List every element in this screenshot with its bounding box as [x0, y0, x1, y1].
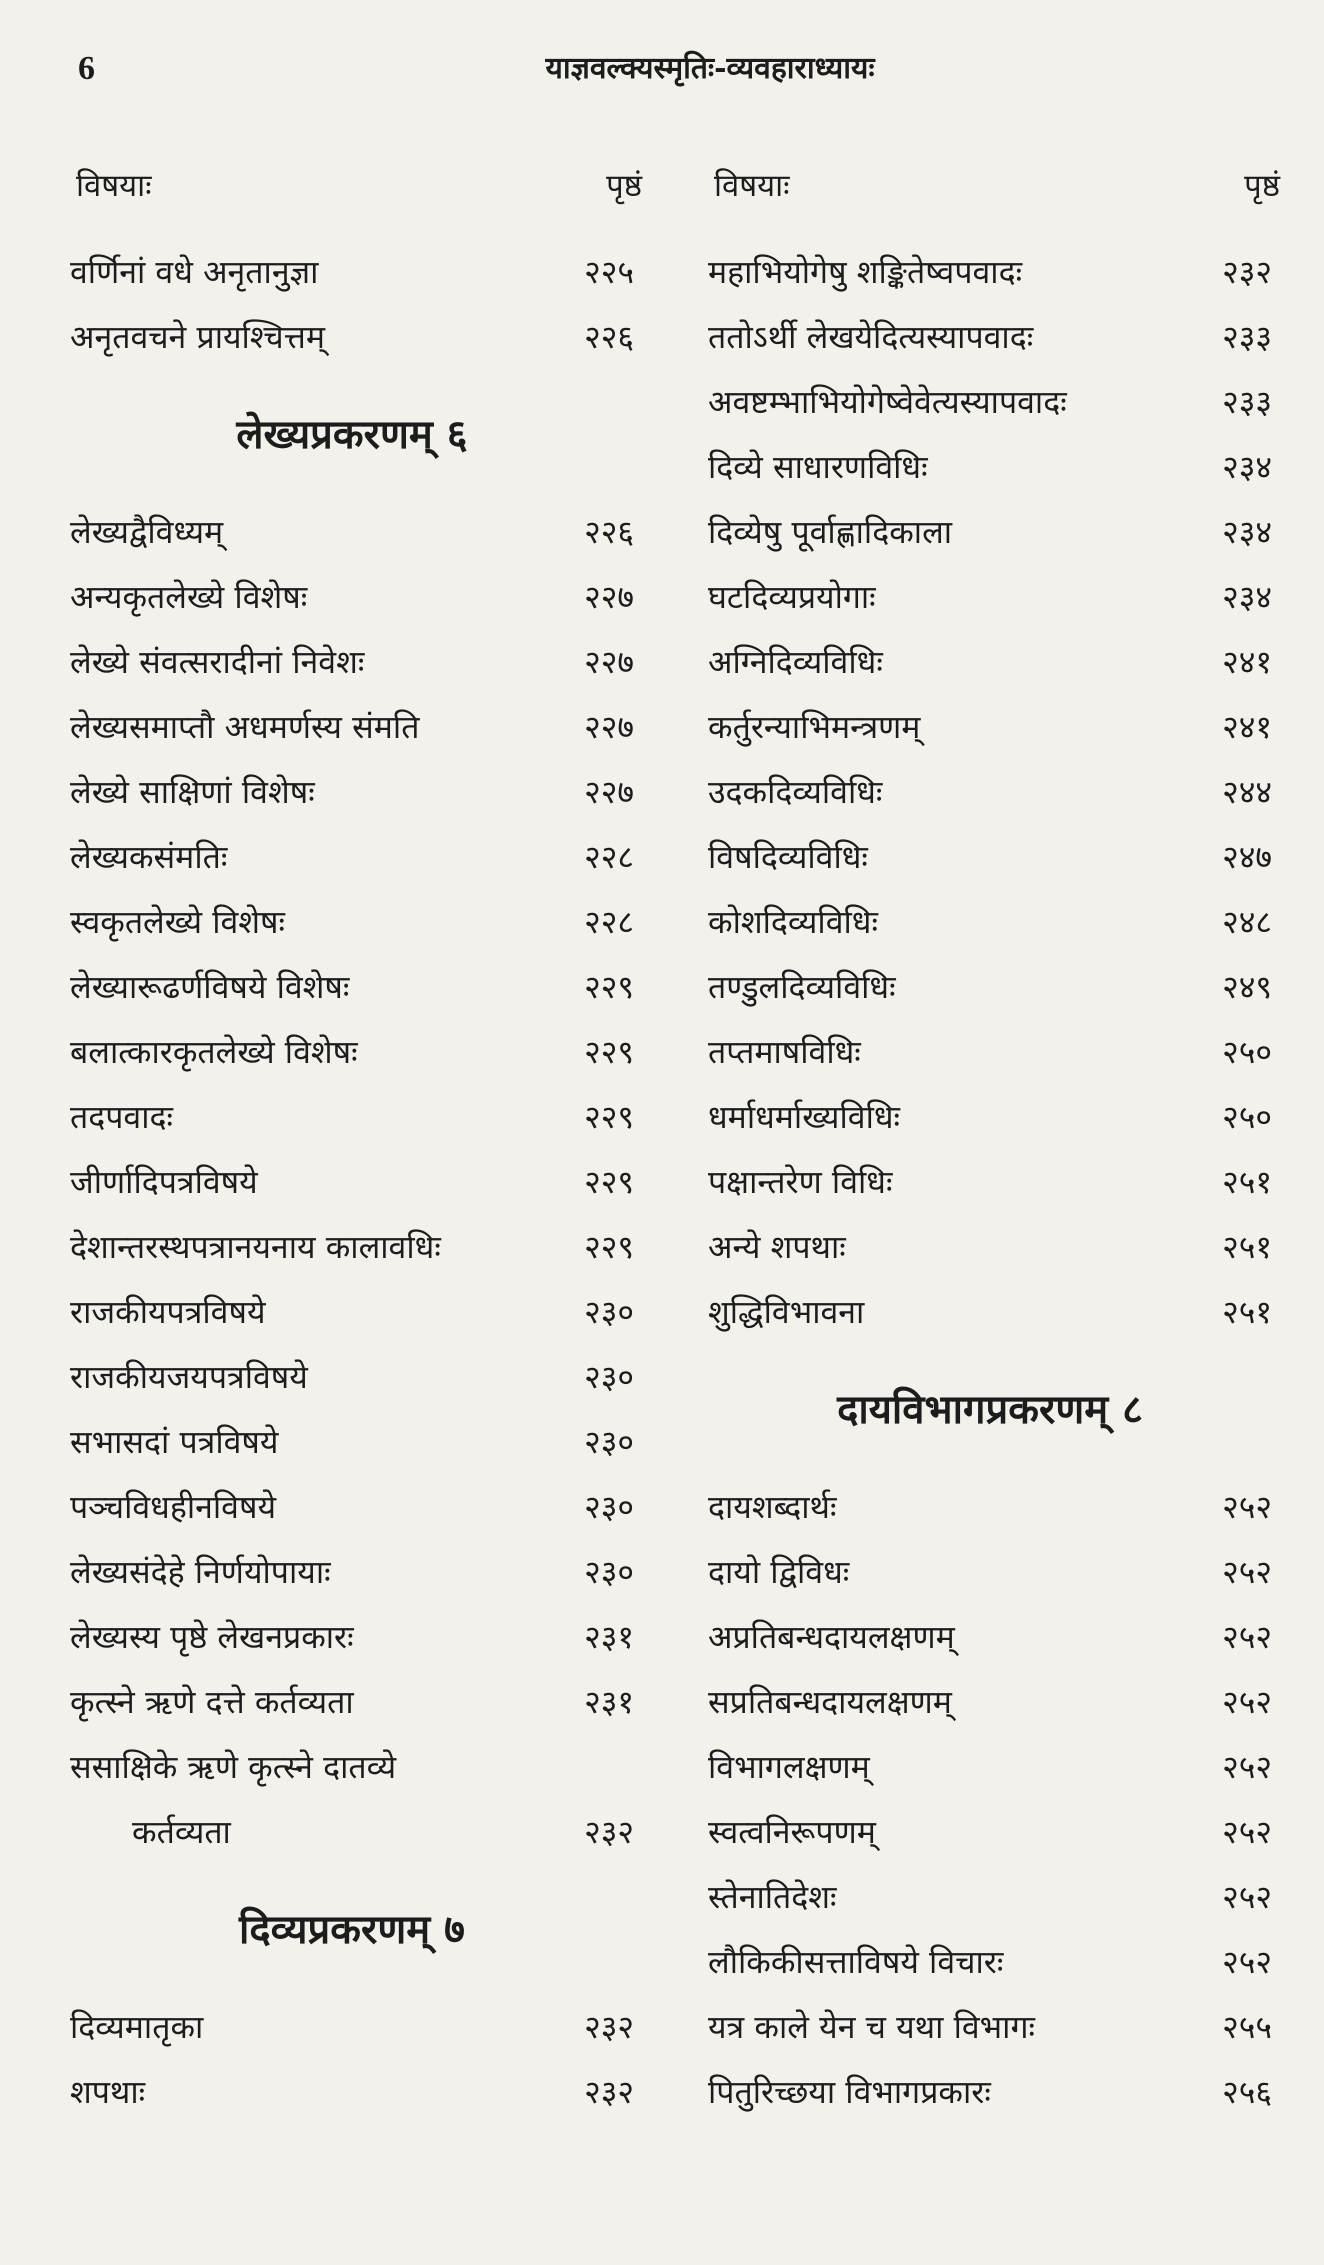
toc-entry [700, 1540, 1280, 1605]
toc-entry [700, 695, 1280, 760]
entry-title: ततोऽर्थी लेखयेदित्यस्यापवादः [708, 318, 1034, 356]
entry-title: लेख्यद्वैविध्यम् [70, 513, 224, 551]
toc-entry [700, 1930, 1280, 1995]
entry-title: शुद्धिविभावना [708, 1293, 865, 1331]
entry-title: स्वकृतलेख्ये विशेषः [70, 903, 286, 941]
entry-title: लेख्यकसंमतिः [70, 838, 228, 876]
entry-title: स्वत्वनिरूपणम् [708, 1813, 876, 1851]
entry-title: दिव्यमातृका [70, 2008, 204, 2046]
entry-page: २५१ [1222, 1228, 1272, 1266]
entry-title: स्तेनातिदेशः [708, 1878, 837, 1916]
entry-page: २३० [584, 1358, 634, 1396]
entry-page: २५२ [1222, 1748, 1272, 1786]
entry-page: २५० [1222, 1098, 1272, 1136]
entry-page: २३० [584, 1553, 634, 1591]
left-column [62, 150, 642, 2125]
entry-page: २३४ [1222, 513, 1272, 551]
entry-page: २३२ [1222, 253, 1272, 291]
toc-entry [700, 760, 1280, 825]
toc-entry [700, 1020, 1280, 1085]
entry-page: २३३ [1222, 383, 1272, 421]
left-column-header [62, 150, 642, 240]
toc-entry [62, 305, 642, 370]
entry-page: २५२ [1222, 1813, 1272, 1851]
toc-entry [700, 1865, 1280, 1930]
entry-page: २५२ [1222, 1878, 1272, 1916]
toc-entry [62, 1215, 642, 1280]
entry-title: विषदिव्यविधिः [708, 838, 868, 876]
entry-title: लेख्यसंदेहे निर्णयोपायाः [70, 1553, 331, 1591]
entry-page: २५५ [1222, 2008, 1272, 2046]
entry-title: यत्र काले येन च यथा विभागः [708, 2008, 1035, 2046]
toc-entry [62, 1410, 642, 1475]
entry-page: २५० [1222, 1033, 1272, 1071]
toc-entry [62, 760, 642, 825]
toc-entry [700, 305, 1280, 370]
entry-page: २२६ [584, 318, 634, 356]
entry-title: अन्ये शपथाः [708, 1228, 846, 1266]
entry-page: २२८ [584, 838, 634, 876]
entry-page: २५२ [1222, 1618, 1272, 1656]
entry-title: लेख्यारूढर्णविषये विशेषः [70, 968, 350, 1006]
entry-page: २२९ [584, 968, 634, 1006]
left-group-3 [62, 1995, 642, 2125]
entry-page: २२९ [584, 1163, 634, 1201]
toc-entry [62, 565, 642, 630]
entry-title: अन्यकृतलेख्ये विशेषः [70, 578, 308, 616]
toc-entry [62, 825, 642, 890]
toc-entry [700, 1800, 1280, 1865]
toc-entry [62, 1670, 642, 1735]
entry-page: २३४ [1222, 578, 1272, 616]
entry-title: बलात्कारकृतलेख्ये विशेषः [70, 1033, 358, 1071]
entry-title: पितुरिच्छया विभागप्रकारः [708, 2073, 991, 2111]
toc-entry [700, 1995, 1280, 2060]
entry-title: पञ्चविधहीनविषये [70, 1488, 277, 1526]
entry-title: अनृतवचने प्रायश्चित्तम् [70, 318, 326, 356]
entry-title: सप्रतिबन्धदायलक्षणम् [708, 1683, 952, 1721]
page-heading: पृष्ठं [606, 168, 642, 204]
entry-page: २२७ [584, 708, 634, 746]
entry-title: कृत्स्ने ऋणे दत्ते कर्तव्यता [70, 1683, 354, 1721]
entry-title: कर्तुरन्याभिमन्त्रणम् [708, 708, 921, 746]
entry-page: २५२ [1222, 1488, 1272, 1526]
entry-title: कोशदिव्यविधिः [708, 903, 878, 941]
toc-entry [700, 955, 1280, 1020]
entry-page: २२९ [584, 1098, 634, 1136]
toc-entry [62, 1605, 642, 1670]
entry-page: २२७ [584, 578, 634, 616]
entry-page: २२७ [584, 773, 634, 811]
entry-title: पक्षान्तरेण विधिः [708, 1163, 893, 1201]
entry-page: २३१ [584, 1683, 634, 1721]
entry-title: विभागलक्षणम् [708, 1748, 870, 1786]
left-group-1 [62, 240, 642, 370]
toc-entry [62, 1085, 642, 1150]
toc-entry [62, 955, 642, 1020]
toc-entry [62, 695, 642, 760]
entry-page: २२९ [584, 1228, 634, 1266]
entry-page: २४४ [1222, 773, 1272, 811]
entry-title: तप्तमाषविधिः [708, 1033, 861, 1071]
left-group-2 [62, 500, 642, 1865]
entry-page: २४८ [1222, 903, 1272, 941]
entry-title: लेख्ये साक्षिणां विशेषः [70, 773, 315, 811]
entry-title-line1: ससाक्षिके ऋणे कृत्स्ने दातव्ये [70, 1748, 397, 1786]
entry-page: २५२ [1222, 1943, 1272, 1981]
toc-entry-multiline [62, 1735, 642, 1800]
toc-entry [700, 1085, 1280, 1150]
toc-entry [62, 1150, 642, 1215]
entry-title: दिव्ये साधारणविधिः [708, 448, 928, 486]
toc-entry [700, 1475, 1280, 1540]
entry-page: २३० [584, 1293, 634, 1331]
entry-title: तण्डुलदिव्यविधिः [708, 968, 896, 1006]
toc-entry [62, 1540, 642, 1605]
entry-page: २४१ [1222, 708, 1272, 746]
entry-page: २२७ [584, 643, 634, 681]
toc-entry [700, 1215, 1280, 1280]
entry-page: २३२ [584, 1813, 634, 1851]
toc-entry [700, 1735, 1280, 1800]
entry-page: २३२ [584, 2008, 634, 2046]
toc-entry [62, 1345, 642, 1410]
entry-title: दिव्येषु पूर्वाह्णादिकाला [708, 513, 953, 551]
toc-entry [62, 240, 642, 305]
section-heading-6: लेख्यप्रकरणम् ६ [236, 412, 468, 458]
toc-entry [700, 630, 1280, 695]
toc-entry [62, 1020, 642, 1085]
toc-entry [62, 1280, 642, 1345]
entry-page: २४९ [1222, 968, 1272, 1006]
page-number: 6 [78, 50, 95, 87]
entry-title: वर्णिनां वधे अनृतानुज्ञा [70, 253, 319, 291]
right-column [700, 150, 1280, 2125]
toc-entry [700, 435, 1280, 500]
section-heading-7: दिव्यप्रकरणम् ७ [239, 1907, 465, 1953]
entry-title: तदपवादः [70, 1098, 173, 1136]
entry-page: २२५ [584, 253, 634, 291]
entry-page: २५२ [1222, 1683, 1272, 1721]
entry-title: महाभियोगेषु शङ्कितेष्वपवादः [708, 253, 1023, 291]
entry-title: घटदिव्यप्रयोगाः [708, 578, 876, 616]
toc-entry-continued [62, 1800, 642, 1865]
entry-title-line2: कर्तव्यता [132, 1813, 231, 1851]
running-title: याज्ञवल्क्यस्मृतिः-व्यवहाराध्यायः [545, 51, 875, 86]
entry-page: २५१ [1222, 1293, 1272, 1331]
entry-title: लेख्यसमाप्तौ अधमर्णस्य संमति [70, 708, 420, 746]
entry-title: लेख्ये संवत्सरादीनां निवेशः [70, 643, 365, 681]
entry-page: २२९ [584, 1033, 634, 1071]
entry-page: २५६ [1222, 2073, 1272, 2111]
subject-heading: विषयाः [714, 168, 790, 204]
entry-title: जीर्णादिपत्रविषये [70, 1163, 258, 1201]
entry-title: लौकिकीसत्ताविषये विचारः [708, 1943, 1004, 1981]
toc-entry [700, 500, 1280, 565]
toc-entry [700, 1280, 1280, 1345]
toc-entry [700, 1150, 1280, 1215]
entry-page: २३० [584, 1488, 634, 1526]
toc-entry [700, 370, 1280, 435]
entry-page: २३० [584, 1423, 634, 1461]
entry-page: २३२ [584, 2073, 634, 2111]
entry-title: देशान्तरस्थपत्रानयनाय कालावधिः [70, 1228, 441, 1266]
entry-page: २३१ [584, 1618, 634, 1656]
entry-title: धर्माधर्माख्यविधिः [708, 1098, 901, 1136]
entry-title: राजकीयजयपत्रविषये [70, 1358, 308, 1396]
entry-title: लेख्यस्य पृष्ठे लेखनप्रकारः [70, 1618, 354, 1656]
toc-entry [62, 890, 642, 955]
toc-entry [62, 500, 642, 565]
entry-page: २२८ [584, 903, 634, 941]
entry-title: अवष्टम्भाभियोगेष्वेवेत्यस्यापवादः [708, 383, 1067, 421]
toc-entry [700, 2060, 1280, 2125]
toc-entry [62, 630, 642, 695]
entry-page: २५१ [1222, 1163, 1272, 1201]
entry-page: २३३ [1222, 318, 1272, 356]
entry-title: दायो द्विविधः [708, 1553, 850, 1591]
toc-entry [700, 1605, 1280, 1670]
entry-page: २३४ [1222, 448, 1272, 486]
toc-entry [700, 240, 1280, 305]
right-column-header [700, 150, 1280, 240]
page-heading: पृष्ठं [1244, 168, 1280, 204]
entry-page: २५२ [1222, 1553, 1272, 1591]
section-heading-8: दायविभागप्रकरणम् ८ [837, 1387, 1143, 1433]
toc-entry [700, 890, 1280, 955]
entry-page: २४१ [1222, 643, 1272, 681]
right-group-2 [700, 1475, 1280, 2125]
subject-heading: विषयाः [76, 168, 152, 204]
toc-entry [62, 1475, 642, 1540]
entry-title: दायशब्दार्थः [708, 1488, 837, 1526]
entry-title: शपथाः [70, 2073, 146, 2111]
toc-entry [700, 1670, 1280, 1735]
entry-title: अप्रतिबन्धदायलक्षणम् [708, 1618, 955, 1656]
toc-entry [700, 825, 1280, 890]
entry-page: २४७ [1222, 838, 1272, 876]
right-group-1 [700, 240, 1280, 1345]
entry-title: उदकदिव्यविधिः [708, 773, 883, 811]
entry-title: सभासदां पत्रविषये [70, 1423, 279, 1461]
toc-entry [62, 1995, 642, 2060]
toc-entry [700, 565, 1280, 630]
entry-title: राजकीयपत्रविषये [70, 1293, 266, 1331]
entry-page: २२६ [584, 513, 634, 551]
entry-title: अग्निदिव्यविधिः [708, 643, 883, 681]
toc-entry [62, 2060, 642, 2125]
